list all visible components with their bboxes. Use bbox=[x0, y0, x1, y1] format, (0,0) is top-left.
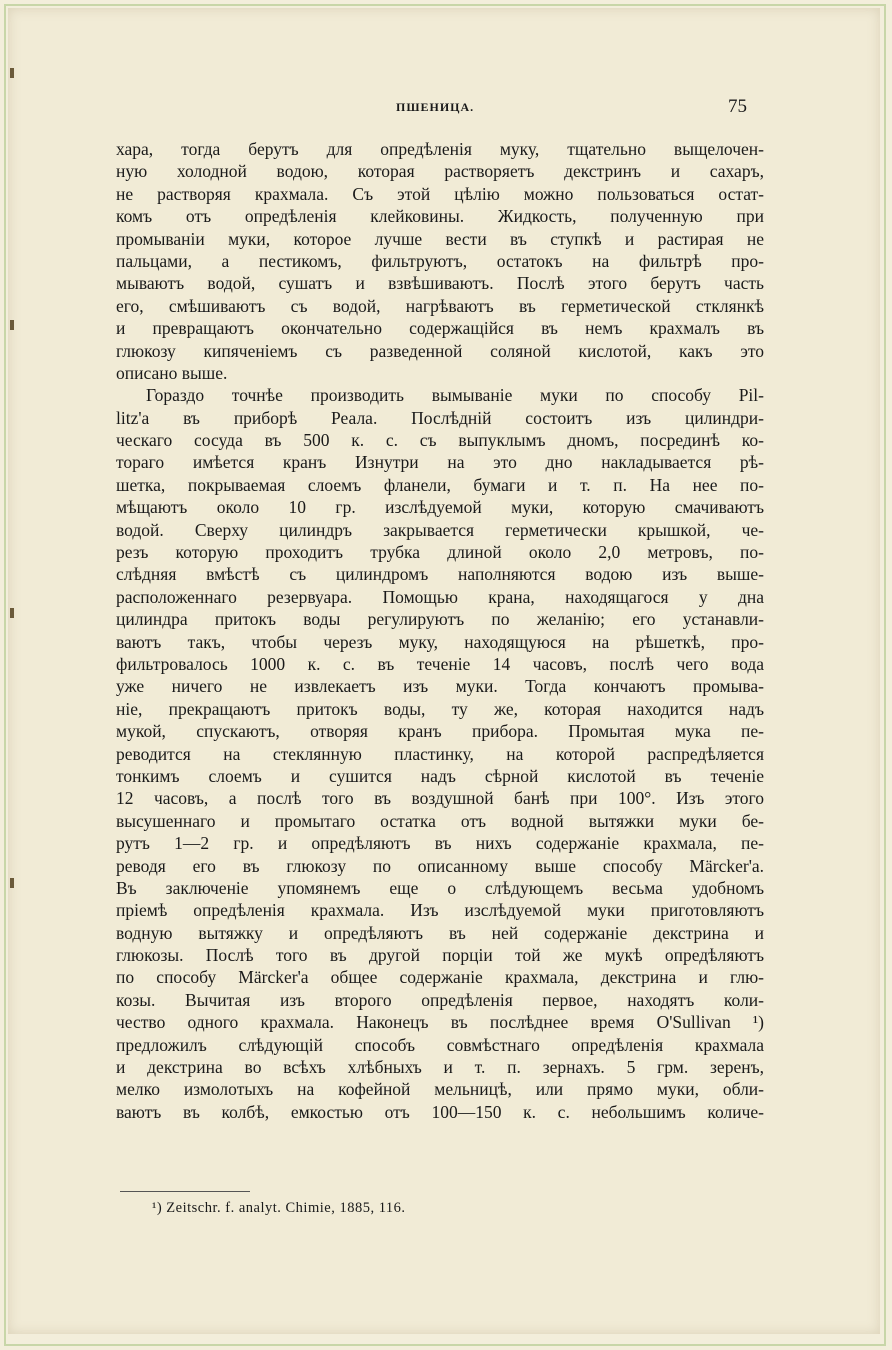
text-line: Въ заключеніе упомянемъ еще о слѣдующемъ весьма удобномъ bbox=[116, 877, 764, 898]
text-line: водой. Сверху цилиндръ закрывается герметически крышкой, че- bbox=[116, 519, 764, 540]
text-line: Гораздо точнѣе производить вымываніе муки по способу Pil- bbox=[146, 385, 764, 406]
body-text bbox=[116, 138, 764, 1123]
footnote-divider bbox=[120, 1191, 250, 1192]
text-line: litz'а въ приборѣ Реала. Послѣдній состоитъ изъ цилиндри- bbox=[116, 407, 764, 428]
text-line: глюкозы. Послѣ того въ другой порціи той же мукѣ опредѣляютъ bbox=[116, 945, 764, 966]
text-line: промываніи муки, которое лучше вести въ ступкѣ и растирая не bbox=[116, 228, 764, 249]
text-line: тораго имѣется кранъ Изнутри на это дно накладывается рѣ- bbox=[116, 452, 764, 473]
text-line: пальцами, а пестикомъ, фильтруютъ, остатокъ на фильтрѣ про- bbox=[116, 250, 764, 271]
text-line: и декстрина во всѣхъ хлѣбныхъ и т. п. зернахъ. 5 грм. зеренъ, bbox=[116, 1057, 764, 1078]
text-line: водную вытяжку и опредѣляютъ въ ней содержаніе декстрина и bbox=[116, 922, 764, 943]
text-line: козы. Вычитая изъ второго опредѣленія первое, находятъ коли- bbox=[116, 989, 764, 1010]
text-line: ваютъ такъ, чтобы черезъ муку, находящуюся на рѣшеткѣ, про- bbox=[116, 631, 764, 652]
text-line: хара, тогда берутъ для опредѣленія муку, тщательно выщелочен- bbox=[116, 139, 764, 159]
text-line: описано выше. bbox=[116, 362, 228, 383]
text-line: рутъ 1—2 гр. и опредѣляютъ въ нихъ содержаніе крахмала, пе- bbox=[116, 833, 764, 854]
footnote: ¹) Zeitschr. f. analyt. Chimie, 1885, 116. bbox=[152, 1200, 406, 1216]
text-line: реводя его въ глюкозу по описанному выше способу Märcker'а. bbox=[116, 855, 764, 876]
text-line: и превращаютъ окончательно содержащійся въ немъ крахмалъ въ bbox=[116, 318, 764, 339]
text-line: мываютъ водой, сушатъ и взвѣшиваютъ. Послѣ этого берутъ часть bbox=[116, 273, 764, 294]
text-line: ваютъ въ колбѣ, емкостью отъ 100—150 к. с. небольшимъ количе- bbox=[116, 1101, 764, 1122]
page-number: 75 bbox=[728, 96, 747, 117]
text-line: мелко измолотыхъ на кофейной мельницѣ, или прямо муки, обли- bbox=[116, 1079, 764, 1100]
text-line: тонкимъ слоемъ и сушится надъ сѣрной кислотой въ теченіе bbox=[116, 765, 764, 786]
text-line: уже ничего не извлекаетъ изъ муки. Тогда кончаютъ промыва- bbox=[116, 676, 764, 697]
margin-mark bbox=[10, 878, 14, 888]
text-line: ческаго сосуда въ 500 к. с. съ выпуклымъ дномъ, посрединѣ ко- bbox=[116, 430, 764, 451]
text-line: 12 часовъ, а послѣ того въ воздушной банѣ при 100°. Изъ этого bbox=[116, 788, 764, 809]
text-line: мукой, спускаютъ, отворяя кранъ прибора. Промытая мука пе- bbox=[116, 721, 764, 742]
margin-mark bbox=[10, 68, 14, 78]
text-line: чество одного крахмала. Наконецъ въ послѣднее время O'Sullivan ¹) bbox=[116, 1012, 764, 1033]
text-line: ную холодной водою, которая растворяетъ декстринъ и сахаръ, bbox=[116, 161, 764, 182]
text-line: цилиндра притокъ воды регулируютъ по желанію; его устанавли- bbox=[116, 609, 764, 630]
text-line: реводится на стеклянную пластинку, на которой распредѣляется bbox=[116, 743, 764, 764]
text-line: комъ отъ опредѣленія клейковины. Жидкость, полученную при bbox=[116, 206, 764, 227]
text-line: не растворяя крахмала. Съ этой цѣлію можно пользоваться остат- bbox=[116, 183, 764, 204]
text-line: ніе, прекращаютъ притокъ воды, ту же, которая находится надъ bbox=[116, 698, 764, 719]
text-line: его, смѣшиваютъ съ водой, нагрѣваютъ въ герметической стклянкѣ bbox=[116, 295, 764, 316]
margin-mark bbox=[10, 320, 14, 330]
text-line: фильтровалось 1000 к. с. въ теченіе 14 часовъ, послѣ чего вода bbox=[116, 653, 764, 674]
text-line: глюкозу кипяченіемъ съ разведенной соляной кислотой, какъ это bbox=[116, 340, 764, 361]
text-line: слѣдняя вмѣстѣ съ цилиндромъ наполняются водою изъ выше- bbox=[116, 564, 764, 585]
text-line: пріемѣ опредѣленія крахмала. Изъ изслѣдуемой муки приготовляютъ bbox=[116, 900, 764, 921]
page-header bbox=[8, 98, 880, 122]
margin-mark bbox=[10, 608, 14, 618]
running-title: ПШЕНИЦА. bbox=[396, 100, 475, 114]
text-line: высушеннаго и промытаго остатка отъ водной вытяжки муки бе- bbox=[116, 810, 764, 831]
text-line: расположеннаго резервуара. Помощью крана, находящагося у дна bbox=[116, 586, 764, 607]
text-line: мѣщаютъ около 10 гр. изслѣдуемой муки, которую смачиваютъ bbox=[116, 497, 764, 518]
text-line: резъ которую проходитъ трубка длиной около 2,0 метровъ, по- bbox=[116, 542, 764, 563]
text-line: по способу Märcker'а общее содержаніе крахмала, декстрина и глю- bbox=[116, 967, 764, 988]
text-line: предложилъ слѣдующій способъ совмѣстнаго опредѣленія крахмала bbox=[116, 1034, 764, 1055]
book-page bbox=[8, 8, 880, 1334]
text-line: шетка, покрываемая слоемъ фланели, бумаги и т. п. На нее по- bbox=[116, 474, 764, 495]
